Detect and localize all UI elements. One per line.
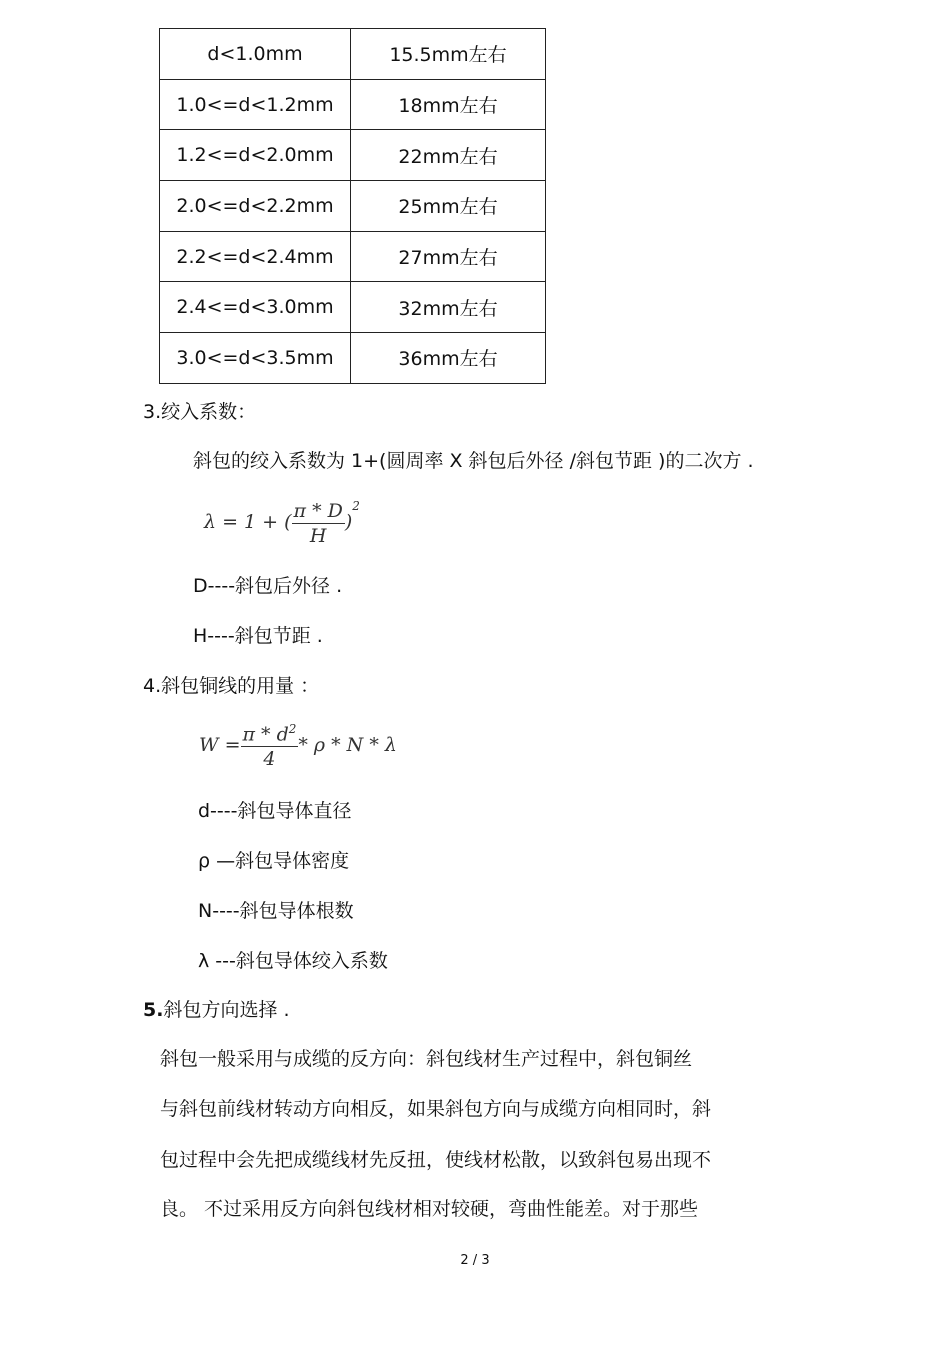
formula-fraction <box>241 722 299 770</box>
table-row <box>160 79 546 130</box>
weight-formula <box>199 722 397 770</box>
formula-denominator: H <box>309 524 327 547</box>
table-cell-range: 2.4<=d<3.0mm <box>160 282 351 333</box>
page-number: 2 / 3 <box>460 1253 490 1268</box>
formula-rhs: * ρ * N * λ <box>298 734 397 757</box>
table-row <box>160 130 546 181</box>
definition-H: H----斜包节距 . <box>193 625 323 647</box>
paragraph-line: 包过程中会先把成缆线材先反扭，使线材松散，以致斜包易出现不 <box>160 1149 712 1171</box>
table-cell-pitch: 18mm左右 <box>351 79 546 130</box>
table-row <box>160 181 546 232</box>
section-3-heading: 3.绞入系数： <box>143 401 257 423</box>
formula-numerator-wrap <box>241 722 299 747</box>
definition-d: d----斜包导体直径 <box>198 800 352 822</box>
section-5-number: 5. <box>143 999 164 1021</box>
table-cell-pitch: 36mm左右 <box>351 333 546 384</box>
table-cell-pitch: 22mm左右 <box>351 130 546 181</box>
table-row <box>160 231 546 282</box>
table-cell-range: 2.2<=d<2.4mm <box>160 231 351 282</box>
table-row <box>160 333 546 384</box>
table-cell-pitch: 25mm左右 <box>351 181 546 232</box>
section-5-heading <box>143 1001 290 1020</box>
table-cell-pitch: 15.5mm左右 <box>351 29 546 80</box>
table-cell-range: 2.0<=d<2.2mm <box>160 181 351 232</box>
table-cell-range: d<1.0mm <box>160 29 351 80</box>
table-cell-range: 1.2<=d<2.0mm <box>160 130 351 181</box>
formula-denominator: 4 <box>263 748 276 771</box>
formula-fraction <box>292 500 345 547</box>
table-row <box>160 282 546 333</box>
table-cell-pitch: 27mm左右 <box>351 231 546 282</box>
section-3-description: 斜包的绞入系数为 1+(圆周率 X 斜包后外径 /斜包节距 )的二次方 . <box>193 450 754 472</box>
formula-rhs: ) <box>344 511 353 533</box>
paragraph-line: 良。 不过采用反方向斜包线材相对较硬，弯曲性能差。对于那些 <box>160 1198 699 1220</box>
table-cell-pitch: 32mm左右 <box>351 282 546 333</box>
formula-lhs: λ = 1 + ( <box>204 511 292 533</box>
section-5-title: 斜包方向选择 . <box>163 999 290 1021</box>
definition-N: N----斜包导体根数 <box>198 900 354 922</box>
pitch-table <box>159 28 546 384</box>
table-cell-range: 3.0<=d<3.5mm <box>160 333 351 384</box>
definition-lambda: λ ---斜包导体绞入系数 <box>198 950 388 972</box>
lambda-formula <box>204 499 360 547</box>
paragraph-line: 斜包一般采用与成缆的反方向：斜包线材生产过程中，斜包铜丝 <box>160 1048 693 1070</box>
formula-exponent: 2 <box>352 499 360 513</box>
definition-rho: ρ —斜包导体密度 <box>198 850 350 872</box>
formula-numerator-exponent: 2 <box>288 722 297 736</box>
formula-numerator: π * d <box>242 723 289 746</box>
table-row <box>160 29 546 80</box>
formula-numerator: π * D <box>293 499 343 522</box>
table-cell-range: 1.0<=d<1.2mm <box>160 79 351 130</box>
paragraph-line: 与斜包前线材转动方向相反，如果斜包方向与成缆方向相同时，斜 <box>160 1098 712 1120</box>
definition-D: D----斜包后外径 . <box>193 575 343 597</box>
formula-lhs: W = <box>199 734 241 757</box>
section-4-heading: 4.斜包铜线的用量 ： <box>143 675 320 697</box>
